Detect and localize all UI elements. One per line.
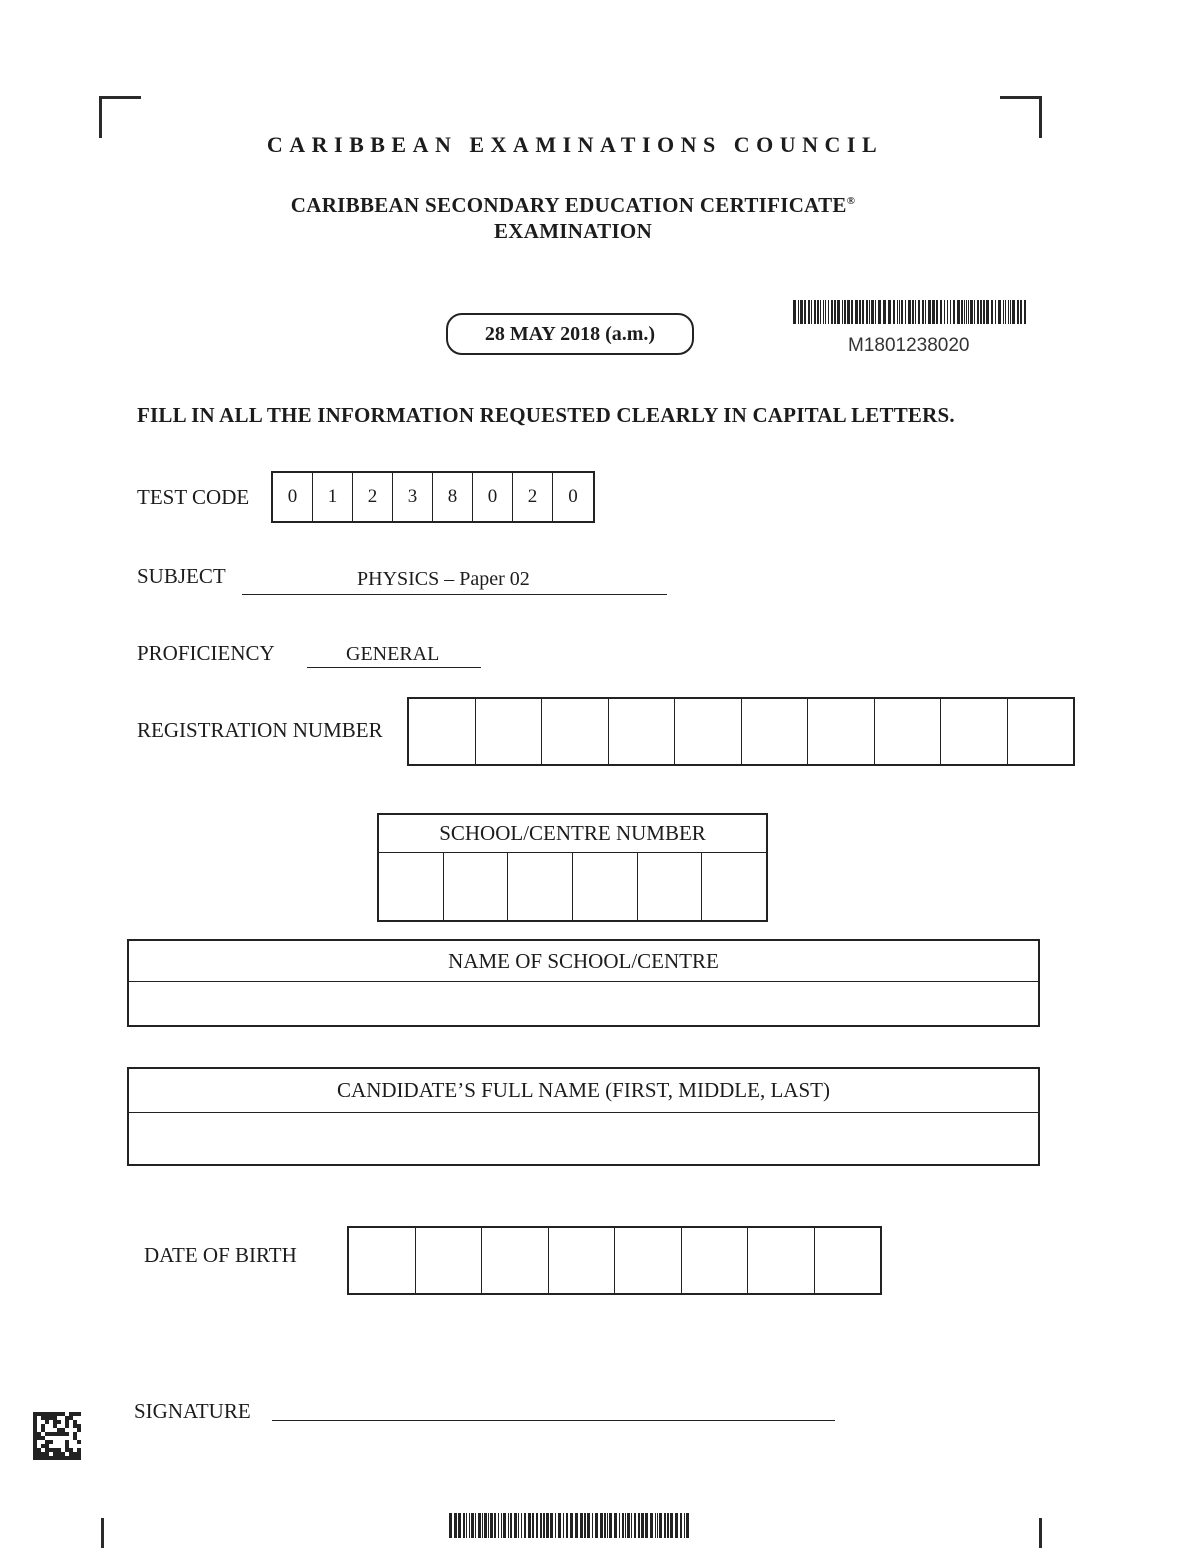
barcode-bar	[684, 1513, 685, 1538]
barcode-bar	[875, 300, 876, 324]
barcode-bar	[595, 1513, 598, 1538]
barcode-bar	[964, 300, 965, 324]
barcode-bar	[498, 1513, 499, 1538]
signature-line[interactable]	[272, 1398, 835, 1421]
barcode-bar	[607, 1513, 608, 1538]
barcode-bar	[800, 300, 803, 324]
barcode-bar	[922, 300, 924, 324]
barcode-bar	[622, 1513, 624, 1538]
barcode-bar	[543, 1513, 545, 1538]
candidate-name-field[interactable]	[129, 1113, 1038, 1165]
barcode-bar	[675, 1513, 678, 1538]
school-name-field[interactable]	[129, 982, 1038, 1026]
barcode-bar	[540, 1513, 542, 1538]
barcode-bar	[974, 300, 975, 324]
barcode-bar	[811, 300, 812, 324]
school-centre-number-box[interactable]	[444, 853, 509, 921]
barcode-bar	[912, 300, 914, 324]
test-code-digit: 1	[313, 473, 353, 521]
registered-mark: ®	[846, 195, 856, 207]
crop-mark-top-right	[1000, 96, 1042, 99]
registration-number-box[interactable]	[941, 699, 1008, 764]
barcode-bar	[471, 1513, 474, 1538]
barcode-bar	[953, 300, 955, 324]
barcode-bar	[587, 1513, 590, 1538]
barcode-bottom	[449, 1513, 691, 1538]
barcode-bar	[798, 300, 799, 324]
barcode-bar	[584, 1513, 586, 1538]
crop-mark-bottom-left	[101, 1518, 104, 1548]
barcode-bar	[484, 1513, 487, 1538]
barcode-bar	[957, 300, 960, 324]
barcode-bar	[983, 300, 985, 324]
date-of-birth-box[interactable]	[815, 1228, 881, 1293]
barcode-bar	[961, 300, 963, 324]
barcode-bar	[905, 300, 906, 324]
barcode-bar	[634, 1513, 636, 1538]
barcode-bar	[897, 300, 898, 324]
barcode-bar	[667, 1513, 669, 1538]
barcode-bar	[463, 1513, 465, 1538]
date-of-birth-box[interactable]	[748, 1228, 815, 1293]
barcode-bar	[524, 1513, 526, 1538]
barcode-bar	[490, 1513, 493, 1538]
registration-number-box[interactable]	[542, 699, 609, 764]
barcode-bar	[638, 1513, 640, 1538]
barcode-bar	[536, 1513, 538, 1538]
barcode-bar	[995, 300, 996, 324]
qr-code-icon	[33, 1412, 81, 1460]
date-of-birth-box[interactable]	[482, 1228, 549, 1293]
registration-number-box[interactable]	[409, 699, 476, 764]
council-title: CARIBBEAN EXAMINATIONS COUNCIL	[266, 132, 884, 157]
test-code-digit: 3	[393, 473, 433, 521]
barcode-bar	[631, 1513, 632, 1538]
barcode-bar	[469, 1513, 470, 1538]
barcode-bar	[866, 300, 868, 324]
examination-title: EXAMINATION	[493, 219, 653, 243]
date-of-birth-box[interactable]	[682, 1228, 749, 1293]
barcode-bar	[494, 1513, 496, 1538]
barcode-bar	[970, 300, 973, 324]
test-code-boxes	[271, 471, 595, 523]
barcode-bar	[944, 300, 945, 324]
barcode-bar	[977, 300, 979, 324]
barcode-bar	[831, 300, 833, 324]
barcode-bar	[614, 1513, 617, 1538]
barcode-bar	[828, 300, 829, 324]
barcode-bar	[915, 300, 916, 324]
date-of-birth-box[interactable]	[416, 1228, 483, 1293]
test-code-digit: 0	[568, 486, 578, 507]
instruction-text: FILL IN ALL THE INFORMATION REQUESTED CLEARLY IN CAPITAL LETTERS.	[137, 403, 955, 427]
registration-number-boxes	[407, 697, 1075, 766]
barcode-bar	[532, 1513, 534, 1538]
barcode-bar	[878, 300, 881, 324]
barcode-bar	[518, 1513, 519, 1538]
barcode-bar	[501, 1513, 502, 1538]
registration-number-box[interactable]	[675, 699, 742, 764]
school-centre-number-block	[377, 813, 768, 922]
barcode-bar	[570, 1513, 573, 1538]
barcode-bar	[940, 300, 942, 324]
barcode-bar	[918, 300, 920, 324]
barcode-bar	[580, 1513, 583, 1538]
candidate-name-block	[127, 1067, 1040, 1166]
crop-mark-top-left	[99, 96, 141, 99]
barcode-bar	[925, 300, 926, 324]
test-code-digit: 8	[433, 473, 473, 521]
barcode-bar	[546, 1513, 549, 1538]
test-code-label: TEST CODE	[137, 485, 250, 509]
proficiency-label: PROFICIENCY	[137, 641, 275, 665]
barcode-bar	[991, 300, 993, 324]
barcode-bar	[619, 1513, 620, 1538]
barcode-bar	[1005, 300, 1006, 324]
barcode-bar	[488, 1513, 489, 1538]
proficiency-value[interactable]: GENERAL	[346, 643, 440, 665]
barcode-bar	[627, 1513, 630, 1538]
barcode-top	[793, 300, 1029, 324]
barcode-bar	[844, 300, 846, 324]
barcode-bar	[842, 300, 843, 324]
barcode-bar	[893, 300, 895, 324]
barcode-bar	[550, 1513, 553, 1538]
test-code-digit: 0	[473, 473, 513, 521]
barcode-bar	[657, 1513, 658, 1538]
crop-mark-bottom-right	[1039, 1518, 1042, 1548]
signature-label: SIGNATURE	[134, 1399, 251, 1423]
barcode-bar	[659, 1513, 662, 1538]
barcode-bar	[825, 300, 826, 324]
barcode-bar	[823, 300, 824, 324]
school-centre-number-box[interactable]	[638, 853, 703, 921]
barcode-bar	[508, 1513, 509, 1538]
barcode-bar	[592, 1513, 593, 1538]
barcode-bar	[1003, 300, 1004, 324]
barcode-bar	[514, 1513, 517, 1538]
barcode-bar	[655, 1513, 656, 1538]
registration-number-label: REGISTRATION NUMBER	[137, 718, 383, 742]
barcode-bar	[928, 300, 931, 324]
barcode-bar	[950, 300, 951, 324]
registration-number-box[interactable]	[1008, 699, 1074, 764]
date-of-birth-box[interactable]	[349, 1228, 416, 1293]
barcode-bar	[563, 1513, 564, 1538]
barcode-bar	[478, 1513, 481, 1538]
barcode-bar	[575, 1513, 578, 1538]
school-centre-number-box[interactable]	[379, 853, 444, 921]
barcode-bar	[947, 300, 948, 324]
barcode-bar	[454, 1513, 457, 1538]
barcode-bar	[625, 1513, 626, 1538]
barcode-bar	[503, 1513, 506, 1538]
registration-number-box[interactable]	[742, 699, 809, 764]
exam-date-badge: 28 MAY 2018 (a.m.)	[446, 313, 694, 355]
registration-number-box[interactable]	[875, 699, 942, 764]
date-of-birth-box[interactable]	[549, 1228, 616, 1293]
barcode-bar	[847, 300, 850, 324]
barcode-bar	[871, 300, 874, 324]
school-centre-number-box[interactable]	[508, 853, 573, 921]
barcode-bar	[869, 300, 870, 324]
barcode-bar	[986, 300, 989, 324]
barcode-bar	[510, 1513, 512, 1538]
barcode-bar	[932, 300, 935, 324]
barcode-bar	[528, 1513, 531, 1538]
barcode-bar	[968, 300, 969, 324]
barcode-bar	[555, 1513, 556, 1538]
barcode-bar	[1010, 300, 1011, 324]
registration-number-box[interactable]	[476, 699, 543, 764]
barcode-bar	[650, 1513, 653, 1538]
registration-number-box[interactable]	[609, 699, 676, 764]
barcode-bar	[670, 1513, 673, 1538]
barcode-bar	[449, 1513, 452, 1538]
barcode-bar	[851, 300, 853, 324]
barcode-top-number: M1801238020	[848, 335, 970, 356]
date-of-birth-label: DATE OF BIRTH	[144, 1243, 297, 1267]
qr-module	[77, 1456, 81, 1460]
barcode-bar	[600, 1513, 603, 1538]
barcode-bar	[793, 300, 796, 324]
subject-label: SUBJECT	[137, 564, 226, 588]
barcode-bar	[980, 300, 982, 324]
date-of-birth-box[interactable]	[615, 1228, 682, 1293]
barcode-bar	[641, 1513, 644, 1538]
candidate-name-label: CANDIDATE’S FULL NAME (FIRST, MIDDLE, LAST)	[129, 1069, 1038, 1113]
barcode-bar	[1012, 300, 1015, 324]
school-name-label: NAME OF SCHOOL/CENTRE	[129, 941, 1038, 982]
barcode-bar	[804, 300, 806, 324]
barcode-bar	[1008, 300, 1009, 324]
school-centre-number-box[interactable]	[573, 853, 638, 921]
barcode-bar	[814, 300, 816, 324]
barcode-bar	[558, 1513, 561, 1538]
barcode-bar	[859, 300, 861, 324]
barcode-bar	[888, 300, 891, 324]
barcode-bar	[834, 300, 836, 324]
barcode-bar	[609, 1513, 612, 1538]
registration-number-box[interactable]	[808, 699, 875, 764]
barcode-bar	[820, 300, 821, 324]
subject-value[interactable]: PHYSICS – Paper 02	[357, 568, 530, 590]
school-centre-number-box[interactable]	[702, 853, 766, 921]
barcode-bar	[664, 1513, 666, 1538]
barcode-bar	[808, 300, 810, 324]
barcode-bar	[936, 300, 938, 324]
barcode-bar	[1020, 300, 1022, 324]
barcode-bar	[1024, 300, 1026, 324]
barcode-bar	[482, 1513, 483, 1538]
barcode-bar	[686, 1513, 689, 1538]
barcode-bar	[475, 1513, 476, 1538]
test-code-digit: 2	[513, 473, 553, 521]
test-code-digit: 0	[273, 473, 313, 521]
barcode-bar	[855, 300, 858, 324]
school-centre-number-label: SCHOOL/CENTRE NUMBER	[379, 815, 766, 853]
barcode-bar	[817, 300, 819, 324]
barcode-bar	[883, 300, 886, 324]
barcode-bar	[998, 300, 1001, 324]
barcode-bar	[645, 1513, 648, 1538]
barcode-bar	[604, 1513, 606, 1538]
school-centre-number-boxes	[379, 853, 766, 921]
barcode-bar	[901, 300, 903, 324]
certificate-title: CARIBBEAN SECONDARY EDUCATION CERTIFICATE®	[290, 193, 856, 217]
barcode-bar	[680, 1513, 682, 1538]
barcode-bar	[521, 1513, 522, 1538]
barcode-bar	[1017, 300, 1019, 324]
barcode-bar	[566, 1513, 568, 1538]
barcode-bar	[899, 300, 900, 324]
barcode-bar	[908, 300, 911, 324]
barcode-bar	[458, 1513, 461, 1538]
date-of-birth-boxes	[347, 1226, 882, 1295]
barcode-bar	[862, 300, 864, 324]
barcode-bar	[466, 1513, 467, 1538]
barcode-bar	[837, 300, 840, 324]
test-code-digit: 2	[353, 473, 393, 521]
school-name-block	[127, 939, 1040, 1027]
barcode-bar	[966, 300, 967, 324]
